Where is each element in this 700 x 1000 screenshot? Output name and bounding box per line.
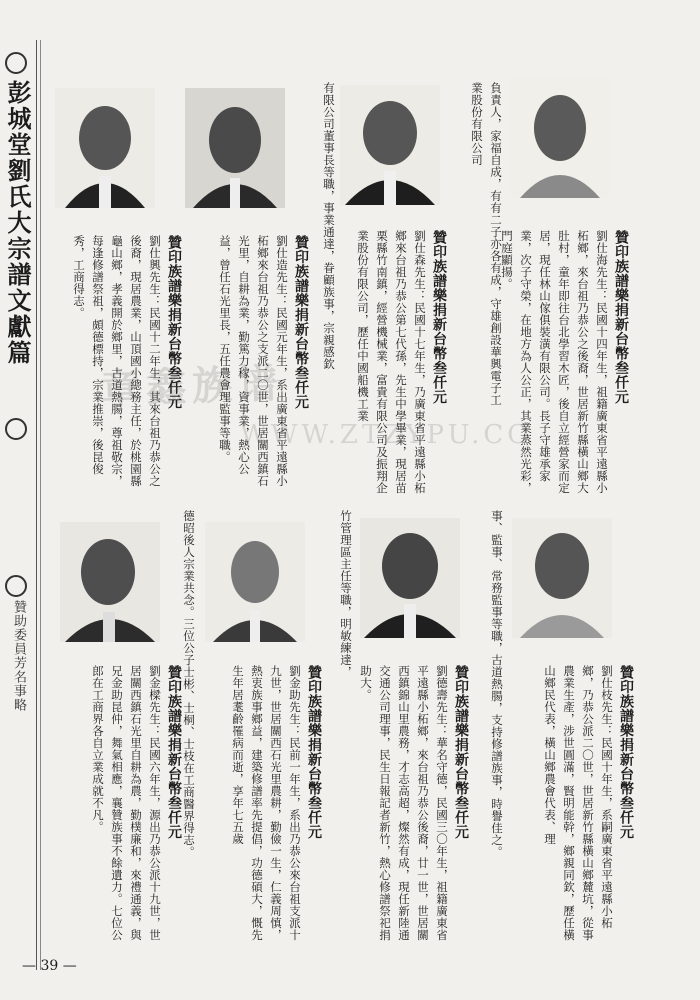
watermark-text: 章鑫族谱 [99, 359, 285, 414]
entry-body: 劉仕造先生：民國元年生，系出廣東省平遠縣小柘鄉來台祖乃恭公之支派二〇世，世居關西鎮石光里，自耕為業，勤篤力稼，資事業，熱心公益，曾任石光里長，五任農會理監事等職。 [218, 235, 289, 487]
entry-body: 劉仕森先生：民國十七年生，乃廣東省平遠縣小柘鄉來台祖乃恭公第七代孫，先生中學畢業，現居苗栗縣竹南鎮，經營機械業，富貴有限公司及振翔企業股份有限公司，歷任中國船機工業 [356, 230, 427, 494]
entry-5-continuation: 事、監事、常務監事等職，古道熱腸，支持修譜族事，時譽佳之。 [490, 510, 504, 858]
entry-body: 劉仕枝先生：民國十年生，系嗣廣東省平遠縣小柘鄉，乃恭公派二〇世，世居新竹縣橫山鄉麓坑，從事農業生產，涉世圓滿，賢明能幹，鄉親同欽，歷任橫山鄉民代表，橫山鄉農會代表、理 [543, 665, 614, 941]
entry-6 [345, 665, 470, 945]
entry-heading: 贊印族譜樂捐新台幣叁仟元 [166, 235, 182, 409]
portrait-photo [510, 78, 610, 198]
book-title: 彭城堂劉氏大宗譜文獻篇 [3, 80, 32, 366]
margin-rule-inner [40, 40, 41, 970]
entry-heading: 贊印族譜樂捐新台幣叁仟元 [166, 665, 182, 839]
entry-body: 劉金樑先生：民國六年生，源出乃恭公派十九世，世居關西鎮石光里自耕為農，勤樸廉和，來禮通義，與兄金助昆仲，舞氣相應，襄贊族事不餘遺力。七位公郎在工商界各自立業成就不凡。 [91, 665, 162, 941]
entry-body: 劉德壽先生：華名守德，民國三〇年生，祖籍廣東省平遠縣小柘鄉，來台祖乃恭公後裔，廿一世，世居關西鎮錦山里農務，才志高超，燦然有成，現任新陸通交通公司理事，民生日報記者新竹，熱心修譜祭祀捐助大。 [359, 665, 449, 941]
margin-rule [36, 40, 37, 970]
portrait-photo [60, 522, 160, 642]
entry-2 [328, 230, 448, 500]
entry-body: 劉仕海先生：民國十四年生，祖籍廣東省平遠縣小柘鄉，來台祖乃恭公之後裔，世居新竹縣橫山鄉大肚村，童年即往台北學習木匠，後自立經營家而定居，現任林山傢俱裝潢有限公司。長子守雄承家業，次子守榮，在地方為人公正，其業蒸然光彩，門庭顯揚。 [500, 230, 609, 494]
flower-ornament-icon [5, 52, 27, 74]
page-number: — 39 — [22, 958, 77, 974]
entry-2-continuation: 有限公司董事長等職，事業通達，眷顧族事，宗親感欽 [322, 82, 336, 370]
entry-body: 劉仕興先生：民國十二年生，其來台祖乃恭公之後裔，現居農業，山頂國小總務主任，於桃園縣龜山鄉，孝義開於鄉里，古道熱腸，尊祖敬宗，每逢修譜祭祖，頗德標持，宗業推崇，後昆俊秀，工商得志。 [72, 235, 162, 487]
entry-5 [500, 665, 635, 945]
entry-body: 劉金助先生：民前一年生，系出乃恭公來台祖支派十九世，世居關西石光里農耕，勤儉一生，仁義周慎，熱衷族事鄉益，建築修譜率先提倡，功德碩大，慨先生年居耄齡罹病而逝，享年七五歲 [231, 665, 302, 941]
entry-heading: 贊印族譜樂捐新台幣叁仟元 [306, 665, 322, 839]
entry-heading: 贊印族譜樂捐新台幣叁仟元 [453, 665, 469, 839]
entry-7-continuation: 德昭後人宗業共念。三位公子士彬、士桐、士枝在工商醫界得志。 [182, 510, 196, 858]
portrait-photo [340, 85, 440, 205]
portrait-photo [360, 518, 460, 638]
portrait-photo [512, 518, 612, 638]
entry-heading: 贊印族譜樂捐新台幣叁仟元 [618, 665, 634, 839]
entry-1 [490, 230, 630, 500]
portrait-photo [55, 88, 155, 208]
entry-heading: 贊印族譜樂捐新台幣叁仟元 [431, 230, 447, 404]
entry-heading: 贊印族譜樂捐新台幣叁仟元 [293, 235, 309, 409]
entry-7 [195, 665, 323, 945]
entry-6-continuation: 竹管理區主任等職，明敏練達， [339, 510, 353, 678]
section-subtitle: 贊助委員芳名事略 [11, 600, 26, 712]
entry-8 [58, 665, 183, 945]
portrait-photo [205, 522, 305, 642]
entry-1-continuation: 負責人，家福自成，有有二子亦各有成，守雄創設華興電子工業股份有限公司 [470, 82, 503, 406]
portrait-photo [185, 88, 285, 208]
entry-heading: 贊印族譜樂捐新台幣叁仟元 [613, 230, 629, 404]
watermark-url: WWW.ZTZYPU.CO [240, 420, 533, 450]
